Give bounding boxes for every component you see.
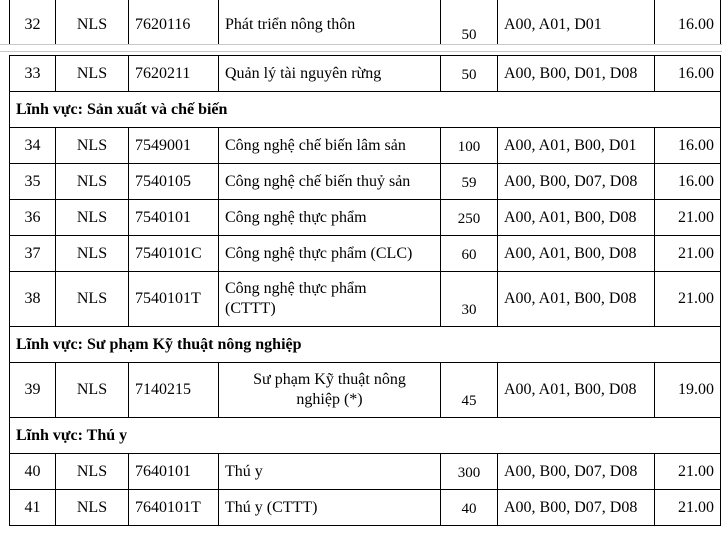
cell-school: NLS — [56, 164, 129, 200]
cell-code: 7540101 — [129, 200, 219, 236]
cell-stt: 32 — [10, 0, 56, 52]
cell-major-name: Quản lý tài nguyên rừng — [219, 56, 441, 92]
cell-major-name: Công nghệ chế biến lâm sản — [219, 128, 441, 164]
cell-stt: 36 — [10, 200, 56, 236]
cell-score: 21.00 — [655, 272, 721, 327]
cell-major-name — [219, 363, 441, 418]
cell-major-name: Công nghệ thực phẩm (CLC) — [219, 236, 441, 272]
cell-quota: 30 — [441, 272, 498, 327]
cell-school: NLS — [56, 56, 129, 92]
cell-code: 7540101C — [129, 236, 219, 272]
table-row — [10, 164, 721, 200]
cell-school: NLS — [56, 490, 129, 526]
cell-score: 21.00 — [655, 200, 721, 236]
page-break — [0, 44, 722, 52]
table-row — [10, 236, 721, 272]
cell-score: 16.00 — [655, 128, 721, 164]
cell-major-name: Thú y (CTTT) — [219, 490, 441, 526]
cell-combos: A00, A01, B00, D01 — [498, 128, 655, 164]
cell-school: NLS — [56, 236, 129, 272]
cell-major-name: Phát triển nông thôn — [219, 0, 441, 52]
cell-quota: 250 — [441, 200, 498, 236]
cell-quota: 40 — [441, 490, 498, 526]
cell-school: NLS — [56, 454, 129, 490]
cell-combos: A00, A01, B00, D08 — [498, 236, 655, 272]
cell-combos: A00, A01, B00, D08 — [498, 363, 655, 418]
cell-combos: A00, A01, B00, D08 — [498, 200, 655, 236]
section-header — [10, 92, 721, 128]
cell-stt: 41 — [10, 490, 56, 526]
major-name-line-2: nghiệp (*) — [296, 391, 363, 408]
cell-school: NLS — [56, 363, 129, 418]
table-row — [10, 128, 721, 164]
cell-school: NLS — [56, 0, 129, 52]
cell-quota: 59 — [441, 164, 498, 200]
cell-combos: A00, B00, D07, D08 — [498, 454, 655, 490]
cell-code: 7640101T — [129, 490, 219, 526]
table-row — [10, 272, 721, 327]
cell-code: 7620211 — [129, 56, 219, 92]
cell-stt: 33 — [10, 56, 56, 92]
cell-stt: 35 — [10, 164, 56, 200]
cell-combos: A00, A01, B00, D08 — [498, 272, 655, 327]
cell-score: 21.00 — [655, 490, 721, 526]
cell-major-name: Thú y — [219, 454, 441, 490]
cell-code: 7549001 — [129, 128, 219, 164]
cell-school: NLS — [56, 200, 129, 236]
cell-code: 7640101 — [129, 454, 219, 490]
cell-score: 19.00 — [655, 363, 721, 418]
table-row — [10, 490, 721, 526]
cell-stt: 37 — [10, 236, 56, 272]
cell-score: 21.00 — [655, 454, 721, 490]
cell-code: 7620116 — [129, 0, 219, 52]
table-row — [10, 56, 721, 92]
cell-code: 7540101T — [129, 272, 219, 327]
cell-school: NLS — [56, 128, 129, 164]
cell-major-name: Công nghệ chế biến thuỷ sản — [219, 164, 441, 200]
cell-quota: 45 — [441, 363, 498, 418]
cell-quota: 50 — [441, 56, 498, 92]
cell-combos: A00, B00, D07, D08 — [498, 490, 655, 526]
section-header — [10, 327, 721, 363]
table-row — [10, 454, 721, 490]
cell-score: 16.00 — [655, 0, 721, 52]
cell-combos: A00, B00, D07, D08 — [498, 164, 655, 200]
admissions-table — [9, 55, 721, 526]
cell-score: 16.00 — [655, 56, 721, 92]
cell-code: 7140215 — [129, 363, 219, 418]
cell-stt: 34 — [10, 128, 56, 164]
table-row — [10, 363, 721, 418]
cell-score: 16.00 — [655, 164, 721, 200]
major-name-line-1: Công nghệ thực phẩm — [225, 280, 367, 297]
section-title: Lĩnh vực: Sư phạm Kỹ thuật nông nghiệp — [10, 327, 721, 363]
major-name-line-2: (CTTT) — [225, 300, 276, 317]
cell-code: 7540105 — [129, 164, 219, 200]
cell-combos: A00, A01, D01 — [498, 0, 655, 52]
cell-score: 21.00 — [655, 236, 721, 272]
cell-quota: 300 — [441, 454, 498, 490]
cell-major-name: Công nghệ thực phẩm — [219, 200, 441, 236]
cell-combos: A00, B00, D01, D08 — [498, 56, 655, 92]
cell-quota: 100 — [441, 128, 498, 164]
cell-quota: 60 — [441, 236, 498, 272]
section-title: Lĩnh vực: Thú y — [10, 418, 721, 454]
section-header — [10, 418, 721, 454]
cell-major-name — [219, 272, 441, 327]
cell-quota: 50 — [441, 0, 498, 52]
cell-stt: 40 — [10, 454, 56, 490]
table-row — [10, 200, 721, 236]
major-name-line-1: Sư phạm Kỹ thuật nông — [253, 371, 406, 388]
cell-stt: 39 — [10, 363, 56, 418]
cell-stt: 38 — [10, 272, 56, 327]
cell-school: NLS — [56, 272, 129, 327]
section-title: Lĩnh vực: Sản xuất và chế biến — [10, 92, 721, 128]
